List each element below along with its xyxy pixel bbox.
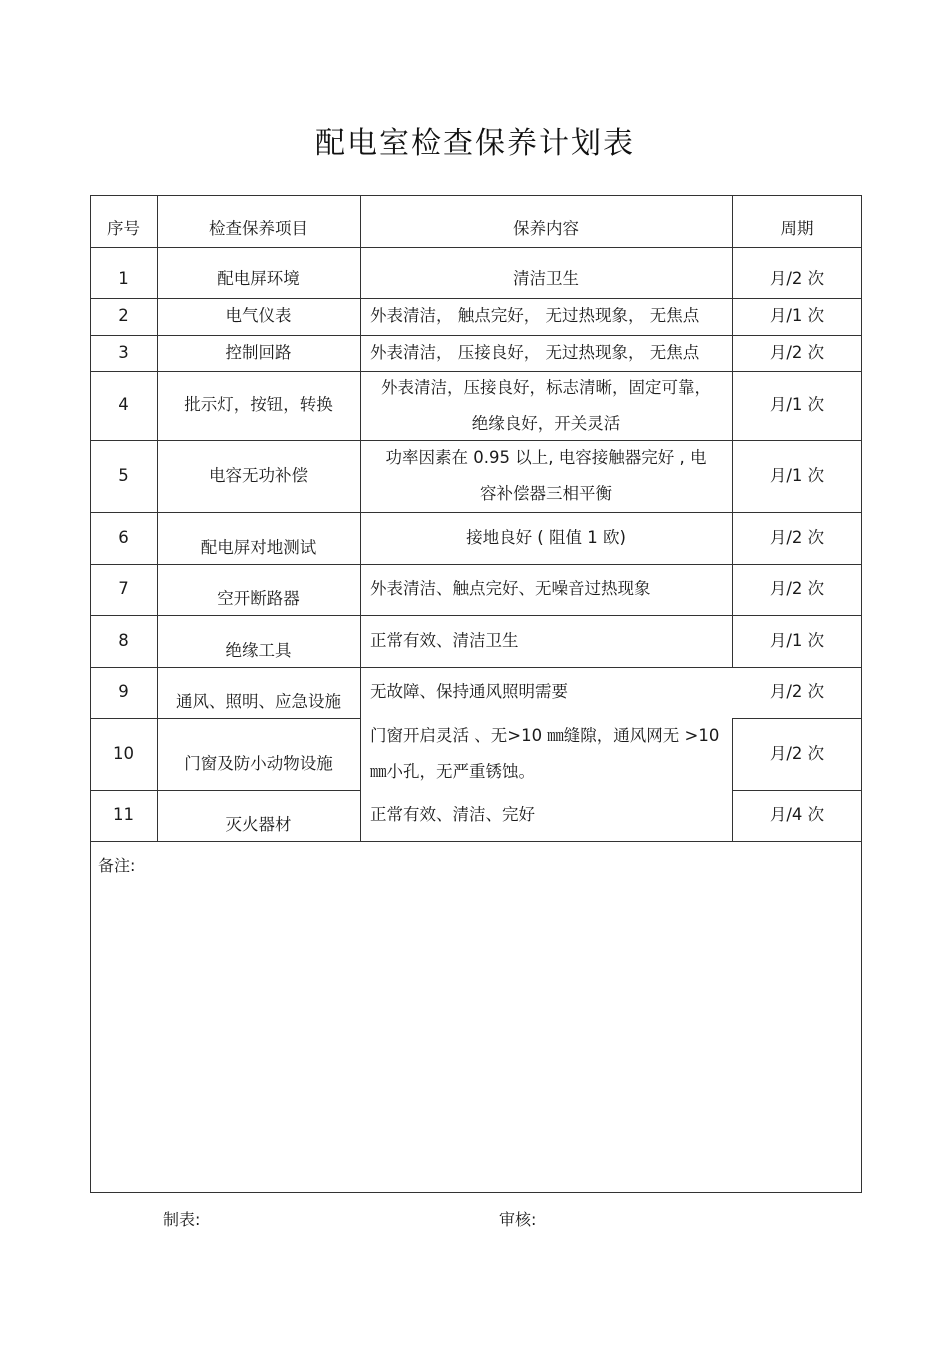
row-9-cycle: 月/2 次 (769, 682, 825, 702)
row-6-item: 配电屏对地测试 (200, 537, 317, 557)
row-5-content-line-1: 功率因素在 0.95 以上, 电容接触器完好 , 电 (385, 448, 707, 467)
row-4-item: 批示灯，按钮，转换 (184, 395, 333, 415)
row-2-no: 2 (118, 306, 129, 326)
header-content: 保养内容 (513, 218, 579, 238)
row-4-content-line-1: 外表清洁，压接良好，标志清晰，固定可靠， (381, 377, 711, 397)
row-6-cycle: 月/2 次 (769, 527, 825, 547)
row-10-no: 10 (113, 743, 134, 763)
row-5-cycle: 月/1 次 (769, 465, 825, 485)
row-11-no: 11 (113, 805, 134, 825)
header-item: 检查保养项目 (209, 218, 308, 238)
row-8-item: 绝缘工具 (225, 640, 292, 660)
row-8-cycle: 月/1 次 (769, 630, 825, 650)
row-9-item: 通风、照明、应急设施 (176, 692, 341, 712)
made-by-label: 制表: (163, 1210, 201, 1229)
row-3-no: 3 (118, 342, 129, 362)
row-7-item: 空开断路器 (217, 589, 300, 609)
header-cycle: 周期 (780, 218, 814, 238)
row-2-item: 电气仪表 (225, 306, 292, 326)
page-title: 配电室检查保养计划表 (315, 126, 635, 161)
row-7-content: 外表清洁、触点完好、无噪音过热现象 (370, 579, 651, 599)
row-4-no: 4 (118, 395, 129, 415)
row-1-item: 配电屏环境 (217, 268, 300, 288)
row-3-item: 控制回路 (225, 342, 292, 362)
header-no: 序号 (107, 218, 140, 238)
row-1-cycle: 月/2 次 (769, 268, 825, 288)
row-2-cycle: 月/1 次 (769, 306, 825, 326)
row-10-content-line-2: ㎜小孔，无严重锈蚀。 (370, 762, 535, 781)
row-3-cycle: 月/2 次 (769, 342, 825, 362)
row-4-content (360, 371, 732, 440)
row-2-content: 外表清洁， 触点完好， 无过热现象， 无焦点 (370, 306, 700, 326)
reviewed-by-label: 审核: (499, 1210, 537, 1229)
row-6-content: 接地良好 ( 阻值 1 欧) (466, 527, 626, 547)
row-10-content-line-1: 门窗开启灵活 、无>10 ㎜缝隙，通风网无 >10 (370, 726, 720, 745)
row-5-item: 电容无功补偿 (209, 465, 308, 485)
row-7-cycle: 月/2 次 (769, 579, 825, 599)
row-11-item: 灭火器材 (225, 815, 292, 835)
row-3-content: 外表清洁， 压接良好， 无过热现象， 无焦点 (370, 342, 700, 362)
row-5-no: 5 (118, 465, 129, 485)
row-11-content: 正常有效、清洁、完好 (370, 805, 535, 825)
row-8-no: 8 (118, 630, 129, 650)
table-border-top (90, 195, 862, 196)
row-8-content: 正常有效、清洁卫生 (370, 630, 519, 650)
row-10-item: 门窗及防小动物设施 (184, 753, 333, 773)
table-border-bottom (90, 1192, 862, 1193)
row-9-content: 无故障、保持通风照明需要 (370, 682, 568, 702)
row-11-cycle: 月/4 次 (769, 805, 825, 825)
row-5-content-line-2: 容补偿器三相平衡 (480, 484, 612, 503)
inspection-table (90, 195, 862, 1193)
row-7-no: 7 (118, 579, 129, 599)
remark-label: 备注: (98, 856, 136, 875)
row-1-content: 清洁卫生 (513, 268, 579, 288)
row-4-content-line-2: 绝缘良好，开关灵活 (471, 413, 621, 433)
row-6-no: 6 (118, 527, 129, 547)
row-10-cycle: 月/2 次 (769, 743, 825, 763)
row-1-no: 1 (118, 268, 129, 288)
row-5-content (360, 440, 732, 512)
row-9-no: 9 (118, 682, 129, 702)
row-4-cycle: 月/1 次 (769, 395, 825, 415)
row-10-content (360, 718, 732, 790)
